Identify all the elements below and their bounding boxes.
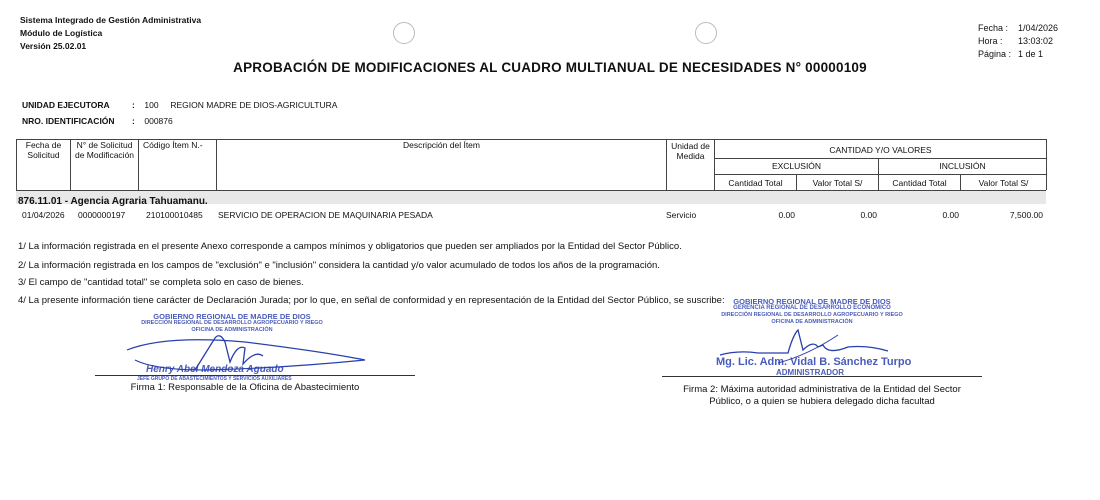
nro-identificacion: NRO. IDENTIFICACIÓN : 000876 <box>22 116 173 126</box>
report-meta <box>978 22 1058 61</box>
stamp1-line2: DIRECCIÓN REGIONAL DE DESARROLLO AGROPECUARIO Y RIEGO <box>141 320 323 326</box>
cell-codigo: 210100010485 <box>146 210 203 220</box>
hora-value: 13:03:02 <box>1018 36 1054 46</box>
firma2-role: ADMINISTRADOR <box>776 368 844 377</box>
stamp2-line1: GOBIERNO REGIONAL DE MADRE DE DIOS <box>733 297 891 306</box>
th-unidad: Unidad de Medida <box>671 141 710 161</box>
firma1-role: JEFE GRUPO DE ABASTECIMIENTOS Y SERVICIOS AUXILIARES <box>137 376 292 382</box>
stamp2-line4: OFICINA DE ADMINISTRACIÓN <box>771 319 853 325</box>
system-header <box>20 14 201 53</box>
firma1-name: Henry Abel Mendoza Aguado <box>146 364 284 375</box>
note-1: 1/ La información registrada en el presente Anexo corresponde a campos mínimos y obligatorios que pueden ser ampliados por la Entidad del Sector Público. <box>18 241 682 252</box>
th-incl-cantidad: Cantidad Total <box>892 178 947 188</box>
cell-descripcion: SERVICIO DE OPERACION DE MAQUINARIA PESADA <box>218 210 433 220</box>
cell-unidad: Servicio <box>666 210 697 220</box>
punch-hole-left <box>393 22 415 44</box>
firma1-caption: Firma 1: Responsable de la Oficina de Abastecimiento <box>130 382 360 393</box>
cell-incl-cantidad: 0.00 <box>942 210 959 220</box>
stamp2-line2: GERENCIA REGIONAL DE DESARROLLO ECONÓMICO <box>733 305 891 311</box>
firma2-caption <box>652 384 992 408</box>
nro-identificacion-label: NRO. IDENTIFICACIÓN <box>22 116 115 126</box>
note-3: 3/ El campo de "cantidad total" se completa solo en caso de bienes. <box>18 277 304 288</box>
th-nro-solicitud: N° de Solicitud de Modificación <box>74 140 135 160</box>
nro-identificacion-value: 000876 <box>144 116 173 126</box>
firma2-caption-line1: Firma 2: Máxima autoridad administrativa de la Entidad del Sector <box>683 384 961 395</box>
module-name: Módulo de Logística <box>20 28 103 38</box>
table-subheader-line <box>714 158 1046 159</box>
stamp-firma-2 <box>712 298 912 326</box>
pagina-value: 1 de 1 <box>1018 49 1044 59</box>
fecha-label: Fecha : <box>978 23 1009 33</box>
firma2-caption-line2: Público, o a quien se hubiera delegado dicha facultad <box>709 396 935 407</box>
col-border <box>1046 139 1047 190</box>
th-codigo: Código Ítem N.- <box>143 140 203 150</box>
th-fecha: Fecha de Solicitud <box>25 140 62 160</box>
table-group-row <box>16 191 1046 207</box>
punch-hole-right <box>695 22 717 44</box>
th-inclusion: INCLUSIÓN <box>939 161 986 171</box>
signature-line-1 <box>95 375 415 376</box>
th-cantidad-valores: CANTIDAD Y/O VALORES <box>829 145 932 155</box>
group-label: 876.11.01 - Agencia Agraria Tahuamanu. <box>18 196 208 207</box>
cell-incl-valor: 7,500.00 <box>1009 210 1043 220</box>
th-incl-valor: Valor Total S/ <box>978 178 1029 188</box>
version-label: Versión 25.02.01 <box>20 41 87 51</box>
cell-nro: 0000000197 <box>78 210 126 220</box>
stamp1-line1: GOBIERNO REGIONAL DE MADRE DE DIOS <box>153 312 311 321</box>
th-descripcion: Descripción del Ítem <box>402 140 480 150</box>
signature-line-2 <box>662 376 982 377</box>
unidad-ejecutora-label: UNIDAD EJECUTORA <box>22 100 110 110</box>
unidad-ejecutora-code: 100 <box>144 100 159 110</box>
document-title: APROBACIÓN DE MODIFICACIONES AL CUADRO MULTIANUAL DE NECESIDADES N° 00000109 <box>233 60 867 75</box>
cell-fecha: 01/04/2026 <box>22 210 65 220</box>
note-4: 4/ La presente información tiene carácter de Declaración Jurada; por lo que, en señal de conformidad y en representación de la Entidad del Sector Público, se suscribe: <box>18 295 725 306</box>
stamp2-line3: DIRECCIÓN REGIONAL DE DESARROLLO AGROPECUARIO Y RIEGO <box>721 312 903 318</box>
th-excl-valor: Valor Total S/ <box>812 178 863 188</box>
firma2-name: Mg. Lic. Adm. Vidal B. Sánchez Turpo <box>716 356 912 368</box>
system-name: Sistema Integrado de Gestión Administrativa <box>20 15 202 25</box>
hora-label: Hora : <box>978 36 1003 46</box>
stamp1-line3: OFICINA DE ADMINISTRACIÓN <box>191 327 273 333</box>
fecha-value: 1/04/2026 <box>1018 23 1059 33</box>
note-2: 2/ La información registrada en los campos de "exclusión" e "inclusión" considera la cantidad y/o valor acumulado de todos los años de la programación. <box>18 260 660 271</box>
th-excl-cantidad: Cantidad Total <box>728 178 783 188</box>
pagina-label: Página : <box>978 49 1012 59</box>
cell-excl-valor: 0.00 <box>860 210 877 220</box>
unidad-ejecutora-name: REGION MADRE DE DIOS-AGRICULTURA <box>170 100 338 110</box>
table-subheader-line-2 <box>714 174 1046 175</box>
cell-excl-cantidad: 0.00 <box>778 210 795 220</box>
th-exclusion: EXCLUSIÓN <box>771 161 822 171</box>
unidad-ejecutora: UNIDAD EJECUTORA : 100 REGION MADRE DE DIOS-AGRICULTURA <box>22 100 338 110</box>
